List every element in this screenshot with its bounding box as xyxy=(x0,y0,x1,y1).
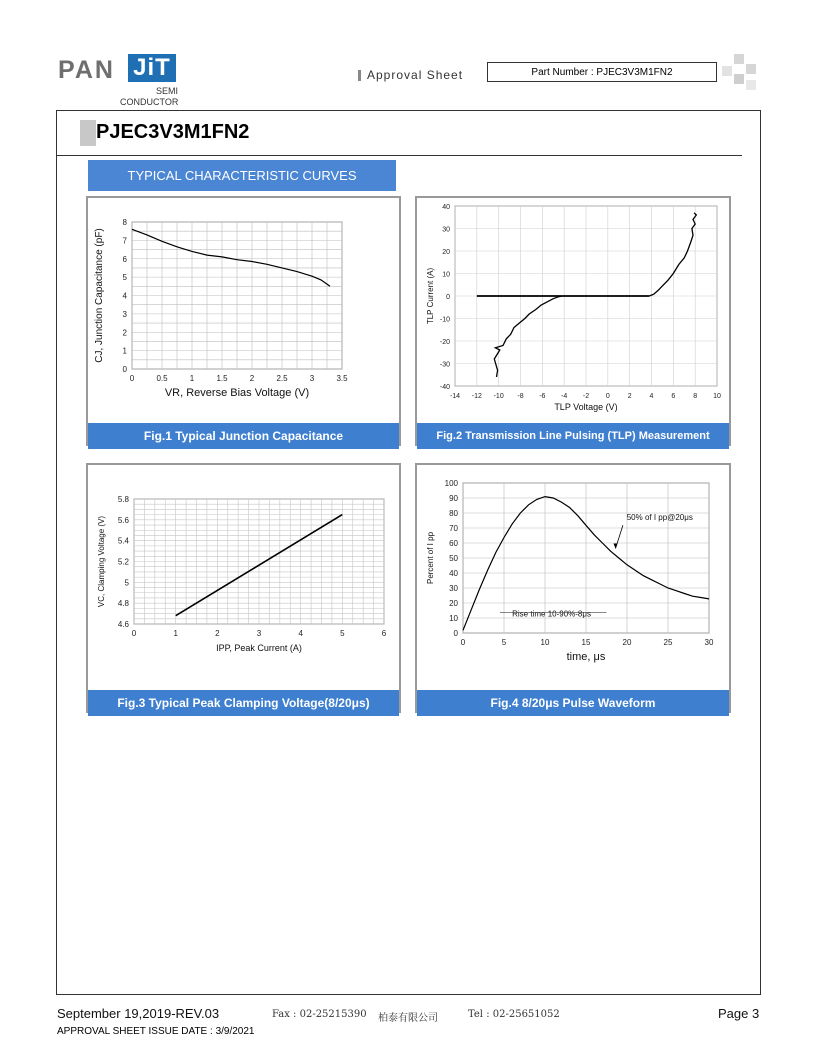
footer-company: 柏泰有限公司 xyxy=(378,1013,438,1024)
fig1-xtick-label: 3.5 xyxy=(336,374,348,383)
fig2-ytick-label: -20 xyxy=(439,339,450,346)
fig3-ytick-label: 5.8 xyxy=(117,495,129,504)
logo-subtitle xyxy=(120,86,178,108)
fig3-xtick-label: 5 xyxy=(340,629,345,638)
fig1-xtick-label: 3 xyxy=(309,374,315,383)
fig4-ytick-label: 10 xyxy=(449,614,458,623)
footer-date-rev: September 19,2019-REV.03 xyxy=(57,1006,220,1021)
fig3-ytick-label: 5.4 xyxy=(117,536,129,546)
fig2-xtick-label: -14 xyxy=(449,393,461,400)
approval-sheet-label: Approval Sheet xyxy=(367,68,464,82)
fig2-chart xyxy=(417,198,729,418)
fig3-xtick-label: 1 xyxy=(173,629,178,638)
fig4-chart xyxy=(417,465,729,685)
fig2-xtick-label: 0 xyxy=(605,393,610,400)
fig2-ytick-label: 10 xyxy=(442,271,450,279)
fig4-panel xyxy=(415,463,731,713)
fig1-panel xyxy=(86,196,401,446)
fig4-xtick-label: 5 xyxy=(501,638,507,647)
fig4-ytick-label: 60 xyxy=(449,539,458,548)
fig4-xtick-label: 25 xyxy=(663,638,673,647)
fig4-xtick-label: 0 xyxy=(460,638,466,647)
fig3-caption: Fig.3 Typical Peak Clamping Voltage(8/20μs) xyxy=(88,690,399,716)
fig4-xtick-label: 30 xyxy=(704,638,714,647)
fig2-ytick-label: -30 xyxy=(439,361,450,369)
fig3-ytick-label: 5 xyxy=(124,578,129,588)
fig1-ytick-label: 8 xyxy=(122,218,127,227)
fig3-ytick-label: 5.2 xyxy=(117,557,129,567)
corner-pattern-icon xyxy=(722,54,758,92)
footer-tel: Tel : 02-25651052 xyxy=(468,1009,560,1020)
fig1-chart xyxy=(88,198,399,418)
fig1-ytick-label: 0 xyxy=(122,365,127,374)
fig1-xtick-label: 0.5 xyxy=(156,374,168,383)
approval-marker xyxy=(358,70,361,81)
fig2-ytick-label: -10 xyxy=(439,316,450,324)
fig1-ytick-label: 5 xyxy=(122,273,127,283)
fig4-ytick-label: 40 xyxy=(449,569,458,578)
fig4-xtick-label: 15 xyxy=(581,638,591,647)
fig4-annotation-rise: Rise time 10-90%-8μs xyxy=(512,609,591,619)
footer-issue-date: APPROVAL SHEET ISSUE DATE : 3/9/2021 xyxy=(57,1026,255,1037)
fig3-xtick-label: 6 xyxy=(381,629,387,638)
fig1-xlabel: VR, Reverse Bias Voltage (V) xyxy=(164,387,310,399)
fig3-xtick-label: 2 xyxy=(215,629,220,638)
fig1-ytick-label: 4 xyxy=(122,291,127,301)
fig1-ytick-label: 7 xyxy=(122,236,127,246)
fig1-xtick-label: 1 xyxy=(189,374,195,383)
fig3-chart xyxy=(88,465,399,685)
section-title: TYPICAL CHARACTERISTIC CURVES xyxy=(88,160,396,191)
fig1-caption: Fig.1 Typical Junction Capacitance xyxy=(88,423,399,449)
fig1-ytick-label: 1 xyxy=(122,346,127,356)
fig2-panel xyxy=(415,196,731,446)
title-accent xyxy=(80,120,96,146)
fig2-ytick-label: 20 xyxy=(442,249,450,256)
fig3-ylabel: VC, Clamping Voltage (V) xyxy=(97,515,106,608)
fig2-xtick-label: -10 xyxy=(493,393,504,400)
fig4-ytick-label: 0 xyxy=(453,629,458,638)
fig2-ylabel: TLP Current (A) xyxy=(426,267,435,325)
footer-fax: Fax : 02-25215390 xyxy=(272,1009,367,1020)
fig2-ytick-label: -40 xyxy=(439,384,450,391)
fig1-ytick-label: 3 xyxy=(122,309,127,319)
part-number-box: Part Number : PJEC3V3M1FN2 xyxy=(487,62,717,82)
fig2-xtick-label: 4 xyxy=(649,393,654,400)
fig4-ytick-label: 20 xyxy=(449,599,458,608)
fig2-xtick-label: -8 xyxy=(517,393,524,400)
fig2-xtick-label: 10 xyxy=(713,393,721,400)
fig4-ytick-label: 90 xyxy=(449,494,458,503)
fig2-ytick-label: 0 xyxy=(446,294,450,301)
logo-jit: JiT xyxy=(128,54,176,82)
fig2-ytick-label: 30 xyxy=(442,226,450,234)
title-rule xyxy=(57,155,742,156)
fig2-xtick-label: 2 xyxy=(627,393,632,400)
fig3-xtick-label: 3 xyxy=(256,629,262,638)
logo-sub-conductor: CONDUCTOR xyxy=(120,97,179,107)
fig2-xlabel: TLP Voltage (V) xyxy=(554,402,618,412)
fig4-ytick-label: 30 xyxy=(449,584,458,593)
fig1-xtick-label: 2.5 xyxy=(276,374,288,383)
fig3-xtick-label: 0 xyxy=(131,629,137,638)
fig2-xtick-label: -6 xyxy=(539,393,546,400)
fig1-ytick-label: 2 xyxy=(122,328,127,338)
fig3-ytick-label: 5.6 xyxy=(117,515,129,525)
fig1-xtick-label: 2 xyxy=(249,374,255,383)
logo-sub-semi: SEMI xyxy=(155,86,178,96)
fig4-xtick-label: 10 xyxy=(540,638,550,647)
fig2-xtick-label: -12 xyxy=(471,393,482,400)
fig4-ytick-label: 100 xyxy=(444,479,458,488)
fig2-ytick-label: 40 xyxy=(442,204,450,211)
fig4-ytick-label: 80 xyxy=(449,509,458,518)
fig3-panel xyxy=(86,463,401,713)
fig4-caption: Fig.4 8/20μs Pulse Waveform xyxy=(417,690,729,716)
fig3-xtick-label: 4 xyxy=(298,629,303,638)
fig2-xtick-label: -4 xyxy=(561,393,568,400)
footer-page: Page 3 xyxy=(718,1006,760,1021)
fig4-xlabel: time, μs xyxy=(566,651,606,663)
fig4-xtick-label: 20 xyxy=(622,638,632,647)
fig1-ytick-label: 6 xyxy=(122,254,127,264)
fig4-ytick-label: 50 xyxy=(449,554,458,563)
fig3-ytick-label: 4.6 xyxy=(117,620,129,629)
page-title: PJEC3V3M1FN2 xyxy=(96,121,250,143)
fig2-xtick-label: 8 xyxy=(693,393,698,400)
fig4-ylabel: Percent of I pp xyxy=(426,531,435,585)
fig2-xtick-label: 6 xyxy=(671,393,676,400)
fig3-ytick-label: 4.8 xyxy=(117,599,129,609)
fig2-xtick-label: -2 xyxy=(582,393,590,400)
logo-pan: PAN xyxy=(58,56,115,84)
fig4-ytick-label: 70 xyxy=(449,524,458,533)
fig4-annotation-50pct: 50% of I pp@20μs xyxy=(626,512,693,522)
fig2-caption: Fig.2 Transmission Line Pulsing (TLP) Measurement xyxy=(417,423,729,449)
fig3-xlabel: IPP, Peak Current (A) xyxy=(216,643,302,653)
fig1-xtick-label: 0 xyxy=(129,374,135,383)
fig1-xtick-label: 1.5 xyxy=(216,374,228,383)
fig1-ylabel: CJ, Junction Capacitance (pF) xyxy=(94,228,105,363)
